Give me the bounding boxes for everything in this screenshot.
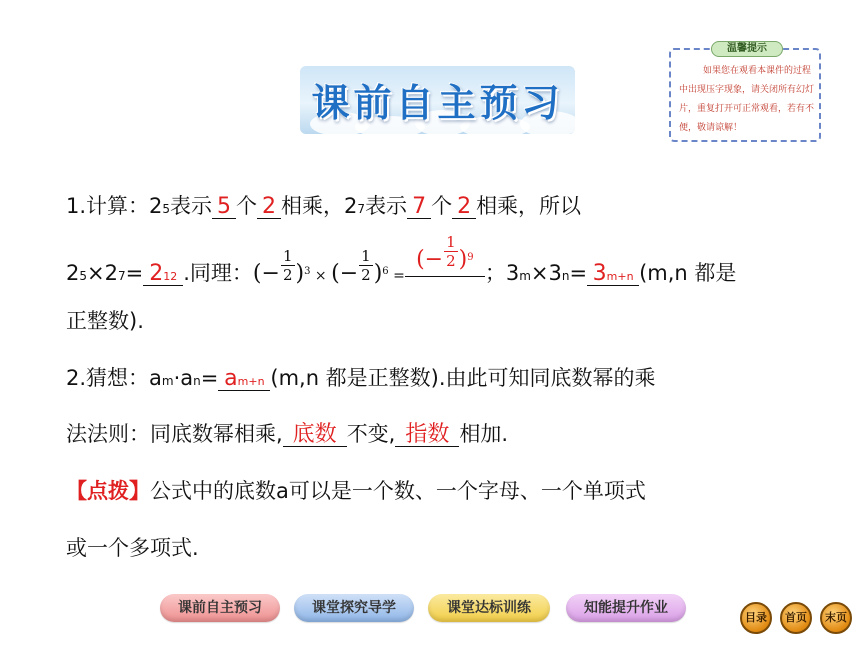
text: ×2 [87, 261, 118, 285]
answer-blank [218, 365, 270, 391]
exp: 6 [382, 266, 389, 277]
numerator: 1 [361, 247, 371, 265]
answer-fraction: (− $\frac{1}{2}$ )$^9$ [416, 233, 474, 272]
text: 法法则：同底数幂相乘, [66, 422, 283, 446]
exp: n [193, 374, 201, 388]
title-banner [300, 66, 575, 134]
answer: 底数 [292, 422, 337, 447]
exp: 7 [117, 269, 126, 283]
text: 相乘，2 [281, 194, 358, 218]
exp: m [519, 269, 531, 283]
answer: a [224, 366, 238, 391]
q1-line3: 正整数). [66, 309, 144, 333]
text: ·a [173, 366, 194, 390]
answer: 2 [457, 194, 472, 219]
text: 2 [66, 261, 80, 285]
q1-line2 [66, 233, 737, 286]
text: = [125, 261, 144, 285]
answer-exp: 12 [163, 270, 178, 283]
answer: 5 [217, 194, 232, 219]
fraction [359, 247, 373, 284]
answer-blank [452, 193, 476, 219]
text: 不变, [346, 422, 396, 446]
answer-blank [283, 421, 347, 447]
answer-blank [407, 193, 431, 219]
text: 表示 [170, 194, 213, 218]
denominator: 2 [446, 252, 456, 270]
end-button[interactable]: 末页 [820, 602, 852, 634]
text: 公式中的底数a可以是一个数、一个字母、一个单项式 [150, 479, 646, 503]
answer: 3 [592, 261, 607, 286]
text: 相乘，所以 [476, 194, 582, 218]
answer: 2 [262, 194, 277, 219]
exp: 9 [467, 252, 474, 263]
answer-blank [587, 260, 639, 286]
tip-label: 【点拨】 [66, 479, 150, 503]
menu-button[interactable]: 目录 [740, 602, 772, 634]
nav-button-preview[interactable]: 课前自主预习 [160, 594, 280, 622]
answer: 2 [149, 261, 164, 286]
nav-button-homework[interactable]: 知能提升作业 [566, 594, 686, 622]
text: 个 [236, 194, 258, 218]
text: = [569, 261, 588, 285]
tip-note-line1 [66, 475, 646, 507]
tip-title: 温馨提示 [711, 41, 783, 57]
text: 相加. [459, 422, 509, 446]
exp: 3 [304, 266, 311, 277]
q2-line2 [66, 418, 508, 450]
exp: m [161, 374, 174, 388]
text: ；3 [484, 261, 520, 285]
exp: 5 [162, 202, 171, 216]
fraction [281, 247, 295, 284]
q2-line1 [66, 362, 656, 394]
answer-exp: m+n [606, 270, 634, 283]
answer: 指数 [405, 422, 450, 447]
text: (m,n 都是 [639, 261, 737, 285]
text: .同理： [183, 261, 253, 285]
fraction-expression: (− $\frac{1}{2}$ )$^3$ × (− $\frac{1}{2}$ )$^6$ = [252, 247, 405, 286]
numerator: 1 [282, 247, 293, 265]
nav-button-explore[interactable]: 课堂探究导学 [294, 594, 414, 622]
text: 表示 [365, 194, 408, 218]
tip-box [669, 43, 821, 142]
tip-note-line2: 或一个多项式. [66, 536, 199, 560]
numerator: 1 [446, 233, 456, 251]
answer-exp: m+n [237, 375, 265, 388]
q1-prefix: 1.计算：2 [66, 194, 163, 218]
answer-blank [212, 193, 236, 219]
denominator: 2 [282, 266, 293, 284]
tip-body: 如果您在观看本课件的过程中出现压字现象，请关闭所有幻灯片，重复打开可正常观看，若有不便，敬请谅解！ [679, 66, 815, 133]
text: (m,n 都是正整数).由此可知同底数幂的乘 [270, 366, 656, 390]
exp: n [561, 269, 570, 283]
answer-blank [143, 260, 183, 286]
answer-blank [257, 193, 281, 219]
text: 个 [431, 194, 453, 218]
exp: 5 [79, 269, 88, 283]
text: 2.猜想：a [66, 366, 162, 390]
text: ×3 [530, 261, 562, 285]
answer: 7 [412, 194, 427, 219]
q1-line1 [66, 190, 581, 222]
answer-blank [395, 421, 459, 447]
page-title: 课前自主预习 [311, 81, 564, 125]
nav-button-practice[interactable]: 课堂达标训练 [428, 594, 550, 622]
home-button[interactable]: 首页 [780, 602, 812, 634]
text: = [200, 366, 219, 390]
denominator: 2 [361, 266, 371, 284]
answer-blank [405, 233, 485, 277]
exp: 7 [357, 202, 366, 216]
